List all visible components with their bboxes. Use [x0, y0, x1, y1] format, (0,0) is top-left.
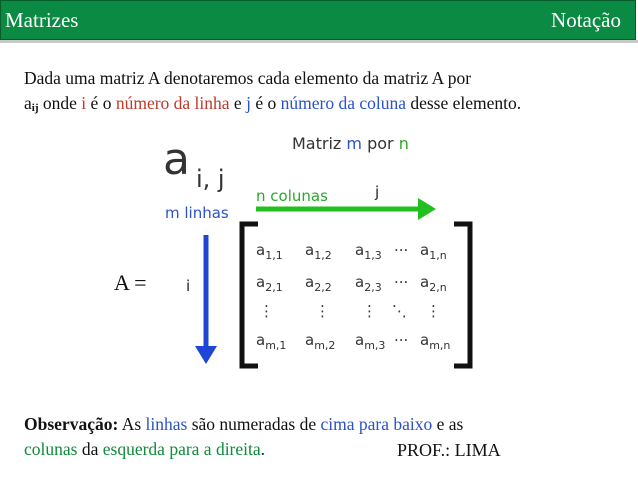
aij-large-subscript: i, j: [196, 165, 225, 193]
matrix-cell: [256, 241, 283, 262]
obs-esquerda-direita: esquerda para a direita: [102, 439, 261, 459]
cell-base: a: [305, 331, 315, 349]
cell-base: a: [355, 241, 365, 259]
author-credit: PROF.: LIMA: [397, 440, 501, 460]
matrix-cell: [355, 331, 385, 352]
hdots: ...: [394, 327, 409, 345]
header-subtitle: Notação: [551, 8, 621, 32]
obs-colunas: colunas: [24, 439, 78, 459]
intro-text-1: Dada uma matriz A denotaremos cada elemento da matriz A por: [24, 68, 472, 88]
obs-text-2: são numeradas de: [187, 414, 321, 434]
vdots: ⋮: [362, 302, 377, 320]
matrix-cell: [256, 331, 286, 352]
cell-index: 1,n: [429, 249, 447, 262]
cell-base: a: [420, 273, 430, 291]
matrix-cell: [305, 331, 335, 352]
matrix-cell: [305, 241, 332, 262]
obs-text-5: .: [260, 439, 266, 459]
cell-index: m,3: [364, 339, 386, 352]
aij-large: a: [163, 134, 190, 185]
cell-index: 1,1: [265, 249, 283, 262]
n-colunas-label: n colunas: [256, 187, 328, 205]
j-arrow-head: [418, 198, 436, 220]
title-n: n: [398, 134, 409, 153]
cell-index: m,n: [429, 339, 451, 352]
cell-index: 2,1: [265, 281, 283, 294]
cell-base: a: [256, 331, 266, 349]
vdots: ⋮: [259, 302, 274, 320]
cell-index: m,2: [314, 339, 336, 352]
cell-index: 1,2: [314, 249, 332, 262]
matrix-cell: [305, 273, 332, 294]
matrix-cell: [420, 273, 447, 294]
cell-index: 2,3: [364, 281, 382, 294]
cell-index: m,1: [265, 339, 287, 352]
hdots: ...: [394, 269, 409, 287]
cell-base: a: [305, 273, 315, 291]
vdots: ⋮: [315, 302, 330, 320]
numero-da-coluna: número da coluna: [280, 93, 406, 113]
observation-label: Observação:: [24, 414, 119, 434]
aij-symbol: a: [24, 93, 32, 113]
intro-text-5: é o: [250, 93, 281, 113]
matrix-cell: [355, 241, 382, 262]
matrix-cell: [355, 273, 382, 294]
obs-text-4: da: [77, 439, 103, 459]
ddots: ⋱: [392, 302, 407, 320]
j-variable: j: [246, 93, 251, 113]
aij-subscript: ij: [31, 102, 39, 114]
numero-da-linha: número da linha: [115, 93, 230, 113]
obs-cima-baixo: cima para baixo: [320, 414, 433, 434]
title-mid: por: [361, 134, 399, 153]
cell-base: a: [420, 241, 430, 259]
cell-base: a: [355, 273, 365, 291]
intro-text-3: é o: [86, 93, 116, 113]
intro-text-6: desse elemento.: [405, 93, 522, 113]
matrix-cell: [420, 331, 450, 352]
cell-base: a: [420, 331, 430, 349]
cell-base: a: [305, 241, 315, 259]
m-linhas-label: m linhas: [165, 204, 229, 222]
matrix-cell: [420, 241, 447, 262]
header-title: Matrizes: [5, 8, 79, 32]
vdots: ⋮: [426, 302, 441, 320]
matrix-cell: [256, 273, 283, 294]
cell-index: 1,3: [364, 249, 382, 262]
a-equals-label: A =: [114, 270, 147, 295]
cell-base: a: [256, 241, 266, 259]
obs-text-1: As: [118, 414, 146, 434]
cell-index: 2,n: [429, 281, 447, 294]
cell-index: 2,2: [314, 281, 332, 294]
right-bracket: [454, 224, 470, 366]
hdots: ...: [394, 237, 409, 255]
obs-text-3: e as: [432, 414, 464, 434]
title-prefix: Matriz: [292, 134, 347, 153]
i-label: i: [186, 277, 191, 295]
title-m: m: [346, 134, 362, 153]
cell-base: a: [355, 331, 365, 349]
observation-paragraph: [24, 412, 624, 462]
i-variable: i: [81, 93, 87, 113]
intro-text-2: onde: [38, 93, 82, 113]
j-label: j: [375, 183, 380, 201]
cell-base: a: [256, 273, 266, 291]
obs-linhas: linhas: [145, 414, 188, 434]
i-arrow-head: [195, 346, 217, 364]
intro-text-4: e: [229, 93, 247, 113]
